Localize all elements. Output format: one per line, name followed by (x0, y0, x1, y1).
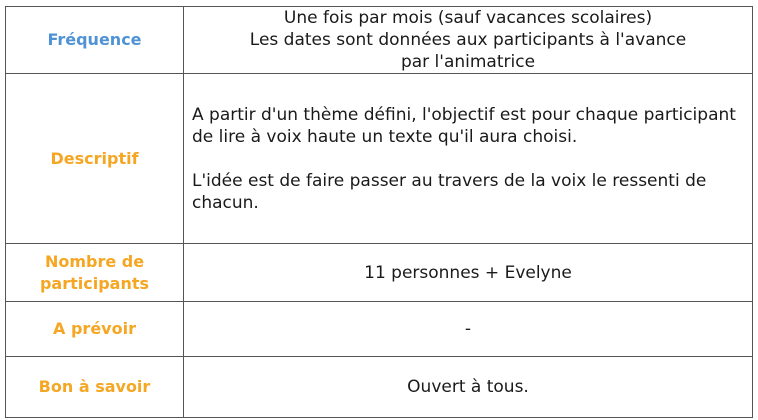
descriptif-paragraph: A partir d'un thème défini, l'objectif est pour chaque participant de lire à voix haute un texte qu'il aura choisi. (192, 104, 736, 147)
row-descriptif (6, 74, 753, 244)
row-frequence (6, 7, 753, 74)
row-nombre-participants (6, 244, 753, 302)
frequence-line: Une fois par mois (sauf vacances scolaires) (283, 8, 653, 28)
label-line: Nombre de (44, 251, 145, 271)
value-nombre-participants: 11 personnes + Evelyne (184, 244, 753, 302)
value-frequence (184, 7, 753, 74)
frequence-line: Les dates sont données aux participants à l'avance (249, 30, 687, 50)
label-a-prevoir: A prévoir (6, 302, 184, 357)
label-nombre-participants (6, 244, 184, 302)
label-frequence: Fréquence (6, 7, 184, 74)
row-a-prevoir (6, 302, 753, 357)
frequence-line: par l'animatrice (400, 52, 536, 72)
label-bon-a-savoir: Bon à savoir (6, 357, 184, 418)
value-bon-a-savoir: Ouvert à tous. (184, 357, 753, 418)
descriptif-paragraph: L'idée est de faire passer au travers de la voix le ressenti de chacun. (192, 170, 707, 213)
info-table (5, 6, 753, 418)
label-descriptif: Descriptif (6, 74, 184, 244)
value-descriptif (184, 74, 753, 244)
label-line: participants (39, 273, 150, 293)
row-bon-a-savoir (6, 357, 753, 418)
value-a-prevoir: - (184, 302, 753, 357)
